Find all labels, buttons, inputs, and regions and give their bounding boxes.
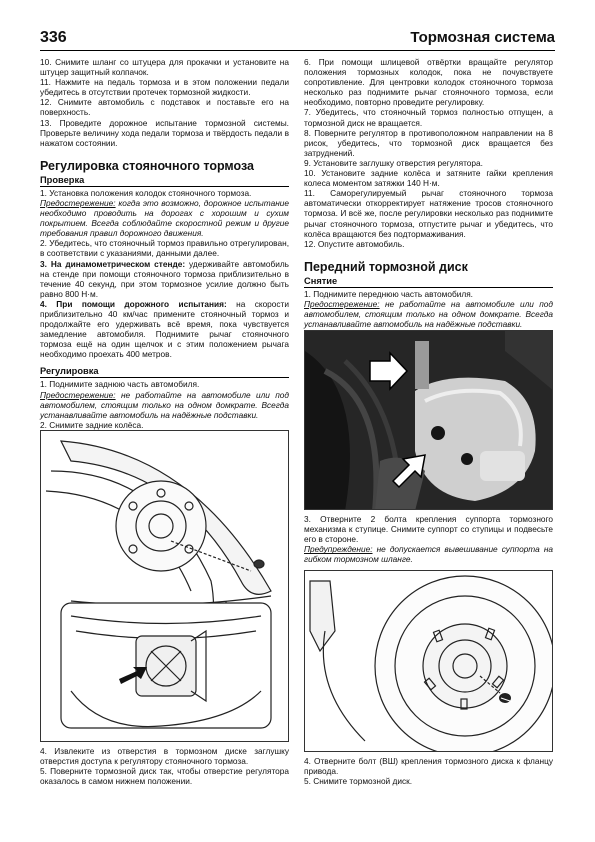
rear-brake-disc-figure [40,430,289,742]
caliper-warning [304,544,553,564]
step-text: на скорости приблизительно 40 км/час примените стояночный тормоз и продолжайте его удерживать всё время, пока чувствуется замедление автомобиля. Поднимите рычаг стояночного тормоза ещё на один щелчок и с этим положением рычага необходимо проехать 400 метров. [40,298,289,360]
left-column-bottom [40,746,289,786]
check-step-4 [40,299,289,360]
right-column [304,57,553,339]
warning-text: не допускается вывешивание суппорта на гибком тормозном шланге. [304,544,553,565]
caliper-photo-drawing [305,331,553,510]
step-10: 10. Установите задние колёса и затяните гайки крепления колеса моментом затяжки 140 Н·м. [304,168,553,189]
section-title-parking-brake: Регулировка стояночного тормоза [40,158,254,173]
page-header [40,28,555,51]
step-6: 6. При помощи шлицевой отвёртки вращайте регулятор положения тормозных колодок, пока не почувствуете сопротивление. Для центровки колодок стояночного тормоза несколько раз поднимите рычаг стояночного тормоза, если необходимо, повторно проведите регулировку. [304,57,553,108]
step-bold-label: 3. На динамометрическом стенде: [40,258,186,269]
caliper-photo [304,330,553,510]
step-5: 5. Снимите тормозной диск. [304,776,413,787]
section-title-front-disc: Передний тормозной диск [304,259,468,274]
step-10: 10. Снимите шланг со штуцера для прокачки и установите на штуцер защитный колпачок. [40,57,289,78]
removal-step-1: 1. Поднимите переднюю часть автомобиля. [304,288,473,299]
removal-warning [304,299,553,329]
warning-label: Предостережение: [40,197,116,208]
step-12: 12. Опустите автомобиль. [304,238,405,249]
step-bold-label: 4. При помощи дорожного испытания: [40,298,227,309]
subsection-adjust: Регулировка [40,365,289,378]
step-11: 11. Саморегулируемый рычаг стояночного тормоза автоматически откорректирует натяжение тросов стояночного тормоза. И всё же, после регулировки несколько раз поднимите рычаг стояночного тормоза, отпустите рычаг и убедитесь, что колёса вращаются без подтормаживания. [304,188,553,239]
adjust-step-2: 2. Снимите задние колёса. [40,419,144,430]
front-brake-disc-figure [304,570,553,752]
step-8: 8. Поверните регулятор в противоположном направлении на 8 рисок, убедитесь, что тормозной диск вращается без затруднений. [304,127,553,158]
adjust-warning [40,390,289,420]
subsection-removal: Снятие [304,275,553,288]
check-step-1: 1. Установка положения колодок стояночного тормоза. [40,187,252,198]
step-5: 5. Поверните тормозной диск так, чтобы отверстие регулятора оказалось в самом нижнем положении. [40,766,289,787]
warning-label: Предостережение: [40,389,116,400]
step-7: 7. Убедитесь, что стояночный тормоз полностью отпущен, а тормозной диск не вращается. [304,107,553,128]
running-title: Тормозная система [410,29,555,46]
rear-brake-disc-drawing [41,431,289,742]
step-9: 9. Установите заглушку отверстия регулятора. [304,157,483,168]
check-step-3 [40,259,289,299]
step-13: 13. Проведите дорожное испытание тормозной системы. Проверьте величину хода педали тормоза и твёрдость педали в нажатом состоянии. [40,117,289,148]
step-12: 12. Снимите автомобиль с подставок и поставьте его на поверхность. [40,97,289,118]
step-4: 4. Извлеките из отверстия в тормозном диске заглушку отверстия доступа к регулятору стояночного тормоза. [40,746,289,767]
warning-label: Предупреждение: [304,544,373,555]
page-number: 336 [40,29,67,46]
front-brake-disc-drawing [305,571,553,752]
step-3: 3. Отверните 2 болта крепления суппорта тормозного механизма к ступице. Снимите суппорт со ступицы и подвесьте его в стороне. [304,514,553,545]
warning-label: Предостережение: [304,298,380,309]
step-11: 11. Нажмите на педаль тормоза и в этом положении педали убедитесь в отсутствии протечек тормозной жидкости. [40,77,289,98]
warning-text: не работайте на автомобиле или под автомобилем, стоящим только на одном домкрате. Всегда устанавливайте автомобиль на надёжные подставки. [40,389,289,420]
step-4: 4. Отверните болт (ВШ) крепления тормозного диска к фланцу привода. [304,756,553,777]
right-column-bottom [304,756,553,786]
warning-text: не работайте на автомобиле или под автомобилем, стоящим только на одном домкрате. Всегда устанавливайте автомобиль на надёжные подставки. [304,298,553,330]
right-column-middle [304,514,553,564]
adjust-step-1: 1. Поднимите заднюю часть автомобиля. [40,379,200,390]
check-warning [40,198,289,238]
subsection-check: Проверка [40,174,289,187]
check-step-2: 2. Убедитесь, что стояночный тормоз правильно отрегулирован, в соответствии с указаниями, данными далее. [40,238,289,259]
left-column [40,57,289,450]
step-text: удерживайте автомобиль на стенде при помощи стояночного тормоза приблизительно в течение 40 секунд, при этом тормозное усилие должно быть равно 800 Н·м. [40,258,289,299]
warning-text: когда это возможно, дорожное испытание необходимо проводить на дорогах с хорошим и сухим покрытием. Всегда соблюдайте скоростной режим и другие требования правил дорожного движения. [40,197,289,239]
